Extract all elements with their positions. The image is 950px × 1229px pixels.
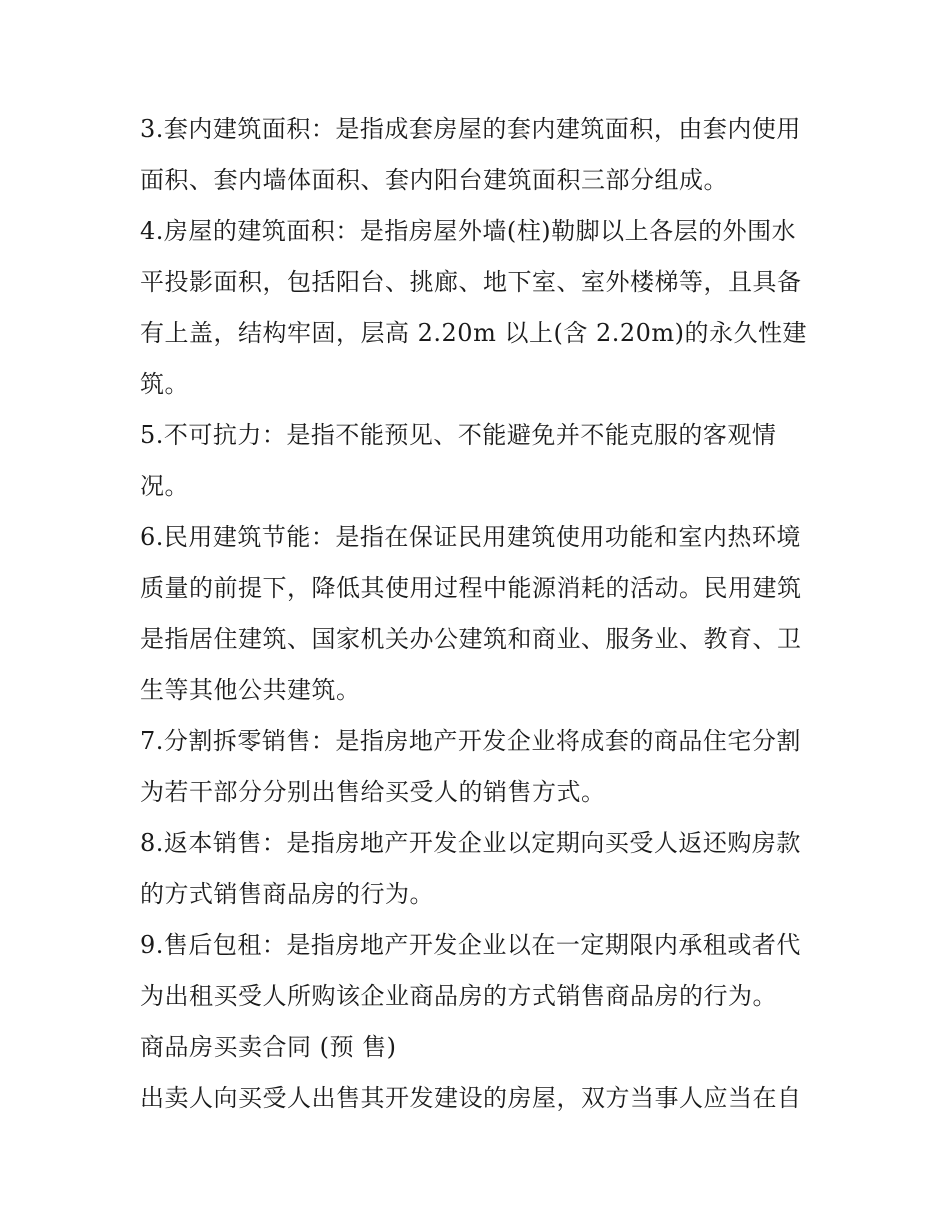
text-line-2: 面积、套内墙体面积、套内阳台建筑面积三部分组成。 — [140, 166, 728, 194]
text-line-3: 4.房屋的建筑面积：是指房屋外墙(柱)勒脚以上各层的外围水 — [140, 217, 797, 245]
text-line-9: 6.民用建筑节能：是指在保证民用建筑使用功能和室内热环境 — [140, 523, 801, 551]
document-body — [140, 104, 820, 1124]
text-line-5: 有上盖，结构牢固，层高 2.20m 以上(含 2.20m)的永久性建 — [140, 319, 808, 347]
text-line-16: 的方式销售商品房的行为。 — [140, 880, 434, 908]
section-heading: 商品房买卖合同 (预 售) — [140, 1033, 397, 1061]
text-line-17: 9.售后包租：是指房地产开发企业以在一定期限内承租或者代 — [140, 931, 801, 959]
text-line-10: 质量的前提下，降低其使用过程中能源消耗的活动。民用建筑 — [140, 574, 802, 602]
text-line-14: 为若干部分分别出售给买受人的销售方式。 — [140, 778, 606, 806]
text-line-6: 筑。 — [140, 370, 189, 398]
text-line-20: 出卖人向买受人出售其开发建设的房屋，双方当事人应当在自 — [140, 1084, 802, 1112]
text-line-12: 生等其他公共建筑。 — [140, 676, 361, 704]
text-line-11: 是指居住建筑、国家机关办公建筑和商业、服务业、教育、卫 — [140, 625, 802, 653]
text-line-13: 7.分割拆零销售：是指房地产开发企业将成套的商品住宅分割 — [140, 727, 801, 755]
text-line-4: 平投影面积，包括阳台、挑廊、地下室、室外楼梯等，且具备 — [140, 268, 802, 296]
text-line-7: 5.不可抗力：是指不能预见、不能避免并不能克服的客观情 — [140, 421, 777, 449]
text-line-15: 8.返本销售：是指房地产开发企业以定期向买受人返还购房款 — [140, 829, 801, 857]
text-line-18: 为出租买受人所购该企业商品房的方式销售商品房的行为。 — [140, 982, 777, 1010]
text-line-1: 3.套内建筑面积：是指成套房屋的套内建筑面积，由套内使用 — [140, 115, 801, 143]
text-line-8: 况。 — [140, 472, 189, 500]
